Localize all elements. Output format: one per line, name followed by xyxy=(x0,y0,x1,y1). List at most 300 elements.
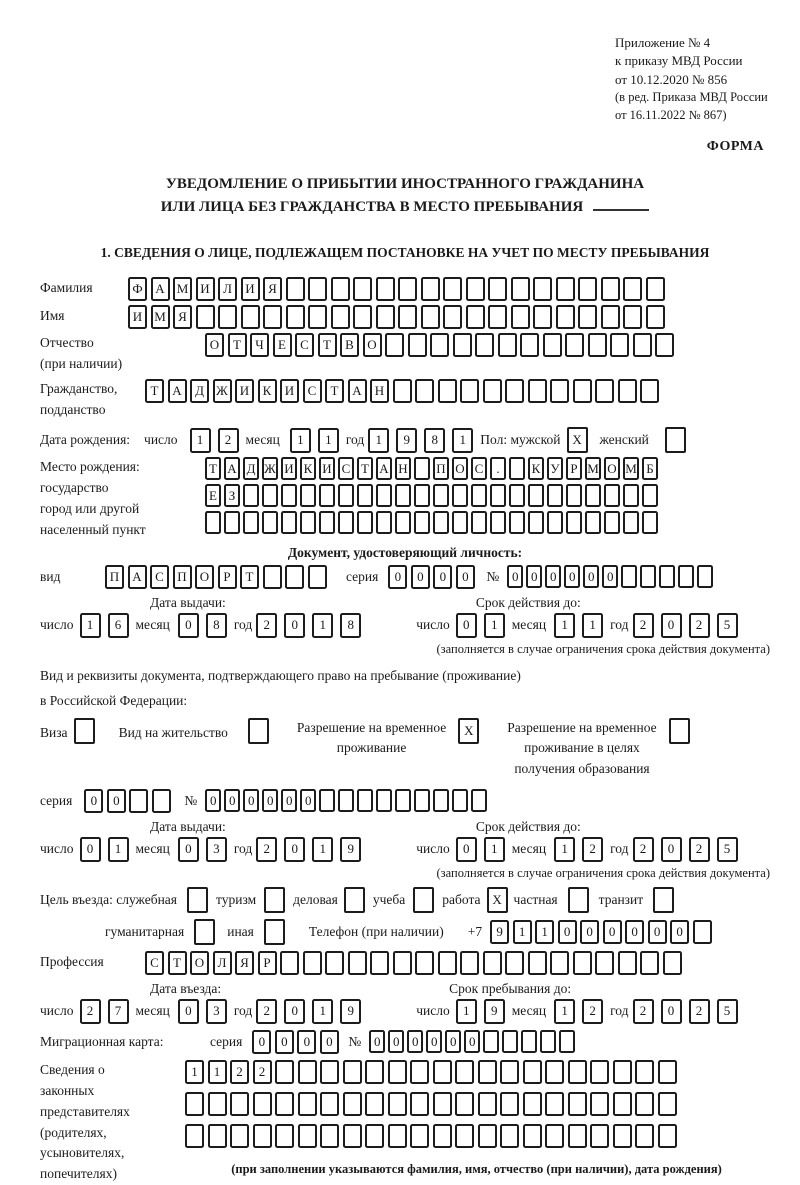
char-cell: 2 xyxy=(256,999,277,1024)
char-cell: 0 xyxy=(320,1030,339,1054)
char-cell xyxy=(275,1124,294,1148)
char-cell xyxy=(343,1092,362,1116)
char-cell xyxy=(488,305,507,329)
char-cell: М xyxy=(173,277,192,301)
char-cell xyxy=(528,379,547,403)
char-cell xyxy=(408,333,427,357)
char-cell xyxy=(286,277,305,301)
char-cell: 0 xyxy=(602,565,618,588)
char-cell xyxy=(452,789,468,812)
visa-option xyxy=(40,718,95,744)
char-cell: 0 xyxy=(300,789,316,812)
char-cell: Я xyxy=(173,305,192,329)
char-cell xyxy=(275,1060,294,1084)
char-cell: Н xyxy=(370,379,389,403)
char-cell xyxy=(466,277,485,301)
char-cell xyxy=(540,1030,556,1053)
permit-issue-day-cells xyxy=(80,837,136,862)
char-cell xyxy=(185,1124,204,1148)
name-label: Имя xyxy=(40,308,65,324)
study-label: учеба xyxy=(372,891,406,907)
char-cell: 5 xyxy=(717,837,738,862)
doc-valid-day-cells xyxy=(456,613,512,638)
representatives-label-line3: представителях xyxy=(40,1103,130,1119)
entry-purpose-row xyxy=(40,887,770,913)
month-label: месяц xyxy=(511,617,547,633)
doc-issue-year-cells xyxy=(256,613,368,638)
char-cell xyxy=(659,565,675,588)
char-cell: 1 xyxy=(554,837,575,862)
char-cell: 2 xyxy=(218,428,239,453)
citizenship-label-line2: подданство xyxy=(40,402,106,418)
char-cell: 0 xyxy=(224,789,240,812)
char-cell xyxy=(658,1092,677,1116)
char-cell: О xyxy=(604,457,620,480)
char-cell xyxy=(590,1092,609,1116)
temp-permit-label xyxy=(297,718,446,759)
char-cell xyxy=(505,951,524,975)
migration-card-label: Миграционная карта: xyxy=(40,1033,164,1049)
char-cell xyxy=(523,1124,542,1148)
char-cell: 0 xyxy=(80,837,101,862)
char-cell xyxy=(343,1124,362,1148)
char-cell xyxy=(528,951,547,975)
representatives-row xyxy=(40,1060,770,1185)
char-cell xyxy=(443,277,462,301)
char-cell xyxy=(556,277,575,301)
visa-label: Виза xyxy=(40,724,68,740)
char-cell xyxy=(640,951,659,975)
char-cell xyxy=(547,484,563,507)
char-cell xyxy=(613,1092,632,1116)
char-cell xyxy=(655,333,674,357)
char-cell xyxy=(588,333,607,357)
char-cell xyxy=(208,1124,227,1148)
study-checkbox xyxy=(413,887,434,913)
char-cell: 2 xyxy=(633,837,654,862)
char-cell xyxy=(393,951,412,975)
char-cell xyxy=(357,484,373,507)
char-cell xyxy=(281,484,297,507)
temp-permit-label-line2: проживание xyxy=(336,740,407,756)
entry-date-label: Дата въезда: xyxy=(150,980,222,996)
char-cell xyxy=(319,484,335,507)
char-cell xyxy=(509,484,525,507)
citizenship-label-line1: Гражданство, xyxy=(40,381,118,397)
char-cell: 0 xyxy=(456,613,477,638)
char-cell: 1 xyxy=(185,1060,204,1084)
char-cell: О xyxy=(363,333,382,357)
char-cell: И xyxy=(196,277,215,301)
char-cell xyxy=(410,1060,429,1084)
char-cell: 0 xyxy=(558,920,577,944)
edu-permit-label-line1: Разрешение на временное xyxy=(507,720,657,736)
residence-permit-label: Вид на жительство xyxy=(118,724,228,740)
permit-series-row xyxy=(40,789,770,813)
char-cell xyxy=(365,1124,384,1148)
char-cell: И xyxy=(281,457,297,480)
char-cell xyxy=(635,1124,654,1148)
char-cell xyxy=(421,277,440,301)
char-cell xyxy=(623,484,639,507)
char-cell: 0 xyxy=(661,613,682,638)
char-cell xyxy=(262,484,278,507)
char-cell xyxy=(601,277,620,301)
edu-permit-label xyxy=(507,718,656,779)
char-cell xyxy=(433,484,449,507)
char-cell: Р xyxy=(258,951,277,975)
doc-number-cells xyxy=(507,565,716,588)
migration-number-label: № xyxy=(348,1033,362,1049)
char-cell: Д xyxy=(190,379,209,403)
char-cell xyxy=(642,484,658,507)
char-cell xyxy=(528,511,544,534)
char-cell: . xyxy=(490,457,506,480)
char-cell: 0 xyxy=(433,565,452,589)
char-cell: Л xyxy=(213,951,232,975)
char-cell: С xyxy=(295,333,314,357)
char-cell: 0 xyxy=(407,1030,423,1053)
char-cell xyxy=(357,789,373,812)
char-cell xyxy=(414,457,430,480)
other-label: иная xyxy=(227,923,254,939)
year-label: год xyxy=(610,617,629,633)
char-cell: Д xyxy=(243,457,259,480)
char-cell: О xyxy=(452,457,468,480)
char-cell xyxy=(410,1092,429,1116)
char-cell: 1 xyxy=(484,837,505,862)
char-cell xyxy=(523,1092,542,1116)
char-cell xyxy=(621,565,637,588)
char-cell xyxy=(604,511,620,534)
char-cell: 0 xyxy=(580,920,599,944)
char-cell xyxy=(398,305,417,329)
char-cell: 3 xyxy=(206,999,227,1024)
char-cell: 0 xyxy=(284,613,305,638)
char-cell xyxy=(500,1060,519,1084)
profession-row xyxy=(40,951,770,975)
char-cell: 0 xyxy=(178,613,199,638)
char-cell xyxy=(511,277,530,301)
permit-valid-month-cells xyxy=(554,837,610,862)
char-cell xyxy=(623,277,642,301)
char-cell xyxy=(319,789,335,812)
char-cell: И xyxy=(241,277,260,301)
char-cell: 1 xyxy=(513,920,532,944)
sex-male-checkbox: X xyxy=(567,427,588,453)
phone-cells xyxy=(490,920,715,944)
char-cell: Т xyxy=(145,379,164,403)
char-cell: Ч xyxy=(250,333,269,357)
name-row xyxy=(40,305,770,329)
char-cell xyxy=(455,1092,474,1116)
char-cell: 0 xyxy=(284,999,305,1024)
doc-valid-year-cells xyxy=(633,613,745,638)
birth-place-label-line4: населенный пункт xyxy=(40,521,146,537)
char-cell: В xyxy=(340,333,359,357)
char-cell: 0 xyxy=(284,837,305,862)
permit-number-label: № xyxy=(184,792,198,808)
char-cell xyxy=(365,1092,384,1116)
surname-label: Фамилия xyxy=(40,280,93,296)
transit-label: транзит xyxy=(598,891,644,907)
char-cell xyxy=(438,379,457,403)
birth-place-row xyxy=(40,457,770,541)
char-cell: С xyxy=(471,457,487,480)
char-cell: 8 xyxy=(206,613,227,638)
edu-permit-label-line2: проживание в целях xyxy=(524,740,640,756)
year-label: год xyxy=(610,1003,629,1019)
char-cell xyxy=(253,1124,272,1148)
char-cell: Л xyxy=(218,277,237,301)
permit-number-cells xyxy=(205,789,490,812)
char-cell xyxy=(376,277,395,301)
char-cell xyxy=(590,1060,609,1084)
year-label: год xyxy=(233,617,253,633)
char-cell xyxy=(590,1124,609,1148)
char-cell: 0 xyxy=(262,789,278,812)
profession-label: Профессия xyxy=(40,953,104,969)
birth-date-row xyxy=(40,427,770,453)
char-cell xyxy=(241,305,260,329)
edition-line-1: (в ред. Приказа МВД России xyxy=(615,90,768,105)
char-cell xyxy=(325,951,344,975)
char-cell xyxy=(393,379,412,403)
permit-dates-header xyxy=(40,819,770,835)
representatives-label-line1: Сведения о xyxy=(40,1061,105,1077)
residence-doc-line2: в Российской Федерации: xyxy=(40,693,188,709)
char-cell: 0 xyxy=(661,999,682,1024)
char-cell xyxy=(263,565,282,589)
permit-series-cells xyxy=(84,789,174,813)
year-label: год xyxy=(233,841,253,857)
char-cell: 0 xyxy=(648,920,667,944)
validity-note: (заполняется в случае ограничения срока действия документа) xyxy=(436,641,770,656)
char-cell: О xyxy=(195,565,214,589)
char-cell xyxy=(678,565,694,588)
char-cell: 0 xyxy=(275,1030,294,1054)
representatives-label-line4: (родителях, xyxy=(40,1124,107,1140)
char-cell xyxy=(285,565,304,589)
doc-issue-month-cells xyxy=(178,613,234,638)
char-cell: А xyxy=(376,457,392,480)
char-cell xyxy=(415,379,434,403)
day-label: число xyxy=(416,841,450,857)
humanitarian-label: гуманитарная xyxy=(105,923,185,939)
char-cell xyxy=(509,511,525,534)
char-cell: 1 xyxy=(190,428,211,453)
char-cell xyxy=(281,511,297,534)
representatives-cells-block xyxy=(185,1060,768,1177)
char-cell: 9 xyxy=(340,837,361,862)
char-cell xyxy=(565,333,584,357)
char-cell xyxy=(395,511,411,534)
char-cell xyxy=(395,484,411,507)
char-cell: П xyxy=(105,565,124,589)
char-cell: 1 xyxy=(484,613,505,638)
char-cell: 2 xyxy=(689,837,710,862)
char-cell: 8 xyxy=(424,428,445,453)
char-cell: 2 xyxy=(80,999,101,1024)
char-cell: 1 xyxy=(208,1060,227,1084)
char-cell: Т xyxy=(228,333,247,357)
page-title xyxy=(40,173,770,220)
char-cell xyxy=(623,511,639,534)
char-cell xyxy=(308,565,327,589)
char-cell xyxy=(550,379,569,403)
month-label: месяц xyxy=(135,1003,170,1019)
char-cell xyxy=(331,277,350,301)
char-cell xyxy=(697,565,713,588)
char-cell xyxy=(348,951,367,975)
char-cell xyxy=(618,951,637,975)
char-cell xyxy=(262,511,278,534)
month-label: месяц xyxy=(135,617,170,633)
char-cell: 9 xyxy=(484,999,505,1024)
char-cell xyxy=(533,277,552,301)
month-label: месяц xyxy=(245,432,280,448)
stay-until-label: Срок пребывания до: xyxy=(449,980,572,996)
appendix-line-3: от 10.12.2020 № 856 xyxy=(615,71,728,87)
doc-valid-month-cells xyxy=(554,613,610,638)
temp-permit-label-line1: Разрешение на временное xyxy=(296,720,447,736)
entry-month-cells xyxy=(178,999,234,1024)
char-cell xyxy=(658,1060,677,1084)
char-cell: П xyxy=(433,457,449,480)
char-cell xyxy=(490,484,506,507)
char-cell: У xyxy=(547,457,563,480)
identity-doc-dates-header xyxy=(40,595,770,611)
migration-series-label: серия xyxy=(210,1033,243,1049)
char-cell xyxy=(559,1030,575,1053)
char-cell xyxy=(635,1092,654,1116)
doc-issue-day-cells xyxy=(80,613,136,638)
day-label: число xyxy=(416,617,450,633)
char-cell xyxy=(224,511,240,534)
char-cell: 1 xyxy=(312,999,333,1024)
char-cell xyxy=(471,789,487,812)
char-cell xyxy=(452,484,468,507)
char-cell: С xyxy=(150,565,169,589)
char-cell xyxy=(263,305,282,329)
char-cell: 1 xyxy=(554,613,575,638)
valid-until-label: Срок действия до: xyxy=(475,818,581,834)
sex-female-label: женский xyxy=(599,432,649,448)
char-cell xyxy=(320,1060,339,1084)
char-cell xyxy=(455,1060,474,1084)
char-cell: 2 xyxy=(256,613,277,638)
char-cell xyxy=(505,379,524,403)
stay-year-cells xyxy=(633,999,745,1024)
char-cell: Р xyxy=(218,565,237,589)
temp-permit-checkbox: X xyxy=(458,718,479,744)
entry-purpose-row2 xyxy=(105,919,770,945)
birth-day-cells xyxy=(190,428,246,453)
char-cell xyxy=(610,333,629,357)
char-cell xyxy=(578,277,597,301)
char-cell: 0 xyxy=(388,565,407,589)
char-cell: 2 xyxy=(230,1060,249,1084)
permit-series-label: серия xyxy=(40,792,73,808)
char-cell: 0 xyxy=(507,565,523,588)
char-cell: Т xyxy=(325,379,344,403)
char-cell xyxy=(433,789,449,812)
char-cell xyxy=(543,333,562,357)
char-cell xyxy=(414,789,430,812)
private-label: частная xyxy=(513,891,558,907)
char-cell xyxy=(623,305,642,329)
char-cell: Ж xyxy=(213,379,232,403)
birth-place-label-line2: государство xyxy=(40,479,109,495)
char-cell xyxy=(550,951,569,975)
char-cell xyxy=(388,1060,407,1084)
char-cell xyxy=(693,920,712,944)
work-checkbox: X xyxy=(487,887,508,913)
permit-issue-year-cells xyxy=(256,837,368,862)
char-cell xyxy=(483,951,502,975)
entry-dates-header xyxy=(40,981,770,997)
char-cell xyxy=(523,1060,542,1084)
form-label: ФОРМА xyxy=(706,138,764,154)
char-cell xyxy=(365,1060,384,1084)
char-cell: 9 xyxy=(340,999,361,1024)
char-cell xyxy=(452,511,468,534)
validity-note: (заполняется в случае ограничения срока действия документа) xyxy=(436,865,770,880)
birth-place-label-line3: город или другой xyxy=(40,500,140,516)
char-cell xyxy=(658,1124,677,1148)
residence-doc-options-row xyxy=(40,718,770,779)
char-cell: К xyxy=(258,379,277,403)
char-cell xyxy=(443,305,462,329)
char-cell: М xyxy=(585,457,601,480)
identity-doc-heading: Документ, удостоверяющий личность: xyxy=(287,544,523,560)
char-cell: К xyxy=(528,457,544,480)
char-cell xyxy=(585,484,601,507)
transit-checkbox xyxy=(653,887,674,913)
name-cells xyxy=(128,305,668,329)
day-label: число xyxy=(40,1003,74,1019)
char-cell: М xyxy=(151,305,170,329)
char-cell: 0 xyxy=(625,920,644,944)
char-cell: 0 xyxy=(564,565,580,588)
char-cell xyxy=(460,951,479,975)
char-cell: И xyxy=(128,305,147,329)
char-cell xyxy=(475,333,494,357)
char-cell xyxy=(286,305,305,329)
edu-permit-option xyxy=(507,718,689,779)
char-cell: 0 xyxy=(281,789,297,812)
char-cell xyxy=(471,484,487,507)
char-cell xyxy=(196,305,215,329)
char-cell: 2 xyxy=(689,999,710,1024)
char-cell xyxy=(618,379,637,403)
permit-valid-year-cells xyxy=(633,837,745,862)
char-cell xyxy=(388,1092,407,1116)
char-cell: Р xyxy=(566,457,582,480)
char-cell xyxy=(205,511,221,534)
representatives-label-line6: попечителях) xyxy=(40,1166,117,1182)
doc-kind-label: вид xyxy=(40,568,61,584)
char-cell xyxy=(595,951,614,975)
char-cell: 1 xyxy=(108,837,129,862)
char-cell: 0 xyxy=(456,837,477,862)
entry-dates-row xyxy=(40,999,770,1024)
char-cell: 2 xyxy=(582,837,603,862)
char-cell xyxy=(490,511,506,534)
char-cell xyxy=(395,789,411,812)
char-cell: 0 xyxy=(84,789,103,813)
appendix-block xyxy=(615,34,770,125)
